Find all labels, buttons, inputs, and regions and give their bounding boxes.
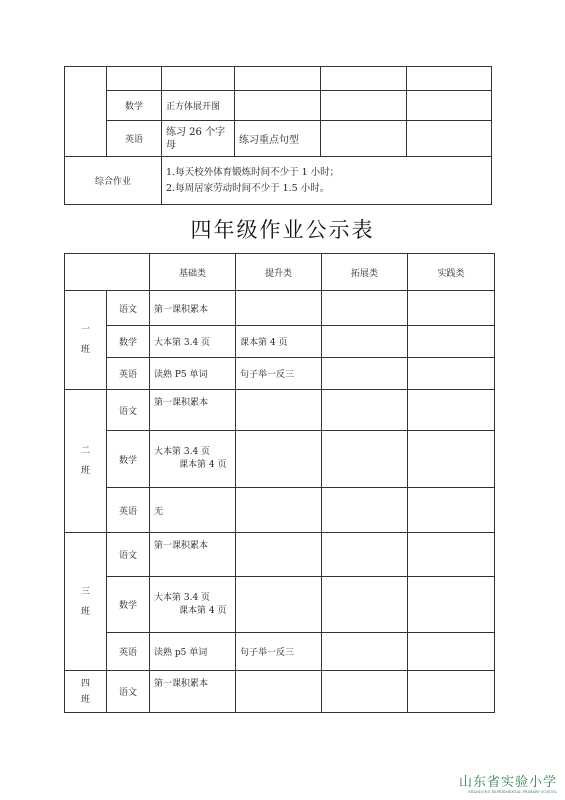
ext-cell (322, 533, 408, 577)
table-row (65, 633, 495, 671)
up-cell (236, 291, 322, 326)
summary-row (65, 157, 492, 205)
subject-cell: 语文 (107, 291, 150, 326)
class-name-char: 班 (80, 694, 90, 705)
basic-line: 大本第 3.4 页 (154, 447, 211, 457)
up-cell: 课本第 4 页 (236, 326, 322, 358)
up-cell: 句子举一反三 (236, 633, 322, 671)
practice-cell (407, 91, 492, 121)
subject-cell: 数学 (107, 91, 162, 121)
table-row (65, 358, 495, 390)
ext-cell (322, 390, 408, 431)
summary-line: 1.每天校外体育锻炼时间不少于 1 小时； (166, 166, 340, 178)
up-cell (235, 91, 321, 121)
school-logo-text: 山东省实验小学 (458, 775, 557, 790)
ext-cell (321, 91, 407, 121)
summary-content (162, 157, 492, 205)
up-cell: 练习重点句型 (235, 121, 321, 157)
table-row (65, 533, 495, 577)
ext-cell (322, 633, 408, 671)
practice-cell (408, 358, 495, 390)
class-name-cell (65, 671, 107, 713)
table-row (65, 390, 495, 431)
practice-cell (408, 390, 495, 431)
table-row (65, 431, 495, 488)
ext-cell (321, 67, 407, 91)
top-table-row (65, 91, 492, 121)
subject-cell: 语文 (107, 390, 150, 431)
practice-cell (408, 291, 495, 326)
class-name-char: 二 (80, 446, 90, 456)
subject-cell: 英语 (107, 633, 150, 671)
grade-homework-table (64, 253, 495, 713)
table-row (65, 671, 495, 713)
ext-cell (322, 291, 408, 326)
basic-cell: 第一课积累本 (150, 671, 236, 713)
subject-cell: 语文 (107, 671, 150, 713)
basic-cell (162, 67, 235, 91)
basic-cell: 读熟 P5 单词 (150, 358, 236, 390)
summary-line: 2.每周居家劳动时间不少于 1.5 小时。 (166, 182, 330, 194)
basic-cell: 第一课积累本 (150, 390, 236, 431)
top-homework-table (64, 66, 492, 205)
school-logo-subtext: SHANDONG EXPERIMENTAL PRIMARY SCHOOL (468, 790, 557, 794)
class-name-char: 四 (80, 678, 90, 689)
practice-cell (408, 671, 495, 713)
practice-cell (408, 431, 495, 488)
practice-cell (408, 577, 495, 633)
practice-cell (408, 326, 495, 358)
top-table-row (65, 121, 492, 157)
basic-cell: 第一课积累本 (150, 291, 236, 326)
summary-label: 综合作业 (65, 157, 162, 205)
subject-cell: 英语 (107, 121, 162, 157)
ext-cell (321, 121, 407, 157)
class-name-cell (65, 291, 107, 390)
subject-cell: 数学 (107, 326, 150, 358)
table-row (65, 326, 495, 358)
top-class-cell (65, 67, 107, 157)
school-logo (457, 775, 557, 794)
basic-cell: 读熟 p5 单词 (150, 633, 236, 671)
basic-line: 课本第 4 页 (179, 460, 227, 470)
up-cell (236, 533, 322, 577)
table-row (65, 291, 495, 326)
header-row (65, 254, 495, 291)
practice-cell (407, 67, 492, 91)
ext-cell (322, 577, 408, 633)
basic-cell: 正方体展开图 (162, 91, 235, 121)
class-name-char: 三 (80, 586, 90, 597)
subject-cell: 数学 (107, 577, 150, 633)
practice-cell (407, 121, 492, 157)
basic-line: 课本第 4 页 (179, 605, 227, 616)
basic-cell: 第一课积累本 (150, 533, 236, 577)
subject-cell: 英语 (107, 488, 150, 533)
table-row (65, 488, 495, 533)
class-name-char: 班 (80, 606, 90, 617)
class-name-char: 班 (80, 466, 90, 476)
ext-cell (322, 488, 408, 533)
header-basic: 基础类 (150, 254, 236, 291)
subject-cell (107, 67, 162, 91)
practice-cell (408, 488, 495, 533)
basic-cell: 大本第 3.4 页 (150, 326, 236, 358)
subject-cell: 英语 (107, 358, 150, 390)
header-ext: 拓展类 (322, 254, 408, 291)
ext-cell (322, 326, 408, 358)
class-name-cell (65, 533, 107, 671)
basic-cell (150, 431, 236, 488)
basic-cell (150, 577, 236, 633)
practice-cell (408, 633, 495, 671)
up-cell (236, 390, 322, 431)
top-table-row (65, 67, 492, 91)
up-cell (236, 431, 322, 488)
basic-cell: 练习 26 个字母 (162, 121, 235, 157)
header-corner (65, 254, 150, 291)
practice-cell (408, 533, 495, 577)
subject-cell: 数学 (107, 431, 150, 488)
up-cell (236, 577, 322, 633)
page-title: 四年级作业公示表 (190, 218, 375, 242)
ext-cell (322, 671, 408, 713)
up-cell (235, 67, 321, 91)
table-row (65, 577, 495, 633)
class-name-cell (65, 390, 107, 533)
class-name-char: 一 (80, 325, 90, 335)
up-cell (236, 488, 322, 533)
class-name-char: 班 (80, 345, 90, 355)
basic-line: 大本第 3.4 页 (154, 592, 211, 603)
ext-cell (322, 358, 408, 390)
header-practice: 实践类 (408, 254, 495, 291)
basic-cell: 无 (150, 488, 236, 533)
header-up: 提升类 (236, 254, 322, 291)
up-cell: 句子举一反三 (236, 358, 322, 390)
ext-cell (322, 431, 408, 488)
subject-cell: 语文 (107, 533, 150, 577)
up-cell (236, 671, 322, 713)
